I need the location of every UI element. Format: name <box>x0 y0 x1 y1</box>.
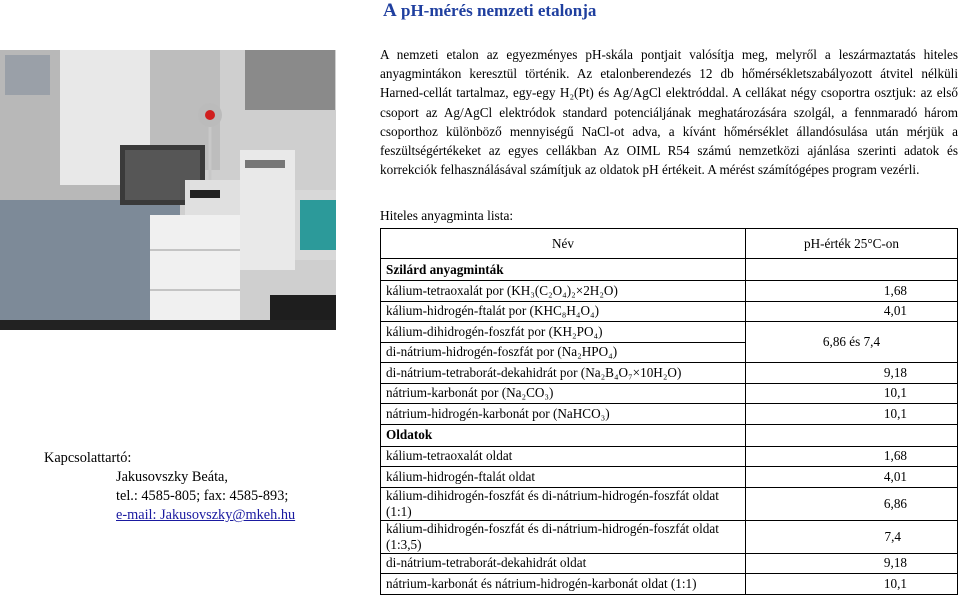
row-name: di-nátrium-hidrogén-foszfát por (Na₂HPO₄) <box>381 342 746 363</box>
title-first-letter: A <box>383 0 397 21</box>
row-value: 10,1 <box>746 404 958 425</box>
lab-photo-illustration <box>0 50 336 330</box>
row-name: di-nátrium-tetraborát-dekahidrát por (Na₂B₄O₇×10H₂O) <box>381 363 746 384</box>
title-text: pH-mérés nemzeti etalonja <box>396 1 597 20</box>
table-row <box>381 487 958 520</box>
row-value: 1,68 <box>746 446 958 467</box>
lab-photo <box>0 50 336 330</box>
table-row <box>381 404 958 425</box>
row-value-merged: 6,86 és 7,4 <box>746 322 958 363</box>
row-name: kálium-dihidrogén-foszfát és di-nátrium-hidrogén-foszfát oldat (1:1) <box>381 487 746 520</box>
reference-material-table <box>380 228 958 595</box>
table-row <box>381 281 958 302</box>
row-value: 4,01 <box>746 301 958 322</box>
table-row <box>381 301 958 322</box>
contact-email-link[interactable]: e-mail: Jakusovszky@mkeh.hu <box>116 507 296 523</box>
row-name: nátrium-karbonát és nátrium-hidrogén-karbonát oldat (1:1) <box>381 574 746 595</box>
table-row <box>381 383 958 404</box>
contact-block <box>44 449 295 525</box>
contact-name: Jakusovszky Beáta, <box>116 469 228 485</box>
section-label: Szilárd anyagminták <box>381 259 746 281</box>
row-value: 7,4 <box>746 520 958 553</box>
contact-label: Kapcsolattartó: <box>44 450 132 466</box>
row-name: nátrium-hidrogén-karbonát por (NaHCO₃) <box>381 404 746 425</box>
page-title <box>383 0 596 22</box>
row-value: 9,18 <box>746 363 958 384</box>
row-value: 10,1 <box>746 574 958 595</box>
row-name: kálium-hidrogén-ftalát por (KHC₈H₄O₄) <box>381 301 746 322</box>
section-row-solutions <box>381 424 958 446</box>
row-name: kálium-hidrogén-ftalát oldat <box>381 467 746 488</box>
row-name: kálium-dihidrogén-foszfát por (KH₂PO₄) <box>381 322 746 343</box>
header-value: pH-érték 25°C-on <box>746 229 958 259</box>
section-row-solids <box>381 259 958 281</box>
row-value: 6,86 <box>746 487 958 520</box>
table-row <box>381 520 958 553</box>
row-name: nátrium-karbonát por (Na₂CO₃) <box>381 383 746 404</box>
table-row <box>381 553 958 574</box>
row-name: di-nátrium-tetraborát-dekahidrát oldat <box>381 553 746 574</box>
row-name: kálium-dihidrogén-foszfát és di-nátrium-hidrogén-foszfát oldat (1:3,5) <box>381 520 746 553</box>
table-row <box>381 363 958 384</box>
section-value-empty <box>746 259 958 281</box>
table-row <box>381 322 958 343</box>
section-label: Oldatok <box>381 424 746 446</box>
row-name: kálium-tetraoxalát oldat <box>381 446 746 467</box>
table-header-row <box>381 229 958 259</box>
row-value: 1,68 <box>746 281 958 302</box>
intro-paragraph: A nemzeti etalon az egyezményes pH-skála pontjait valósítja meg, melyről a leszármaztatás hiteles anyagmintákon keresztül történik. Az etalonberendezés 12 db hőmérsékletszabályozott átvitel nélküli Harned-cellát tartalmaz, egy-egy H₂(Pt) és Ag/AgCl elektróddal. A cellákat négy csoportra osztjuk: az első csoport az Ag/AgCl elektródok standard potenciáljának meghatározására szolgál, a fennmaradó három csoporthoz különböző mennyiségű NaCl-ot adva, a kívánt hőmérséklet állandósulása után mérjük a feszültségértékeket az egyes cellákban Az OIML R54 számú nemzetközi ajánlása szerinti adatok és korrekciók felhasználásával számítjuk az oldatok pH értékeit. A mérést számítógépes program vezérli. <box>380 47 958 178</box>
section-value-empty <box>746 424 958 446</box>
table-row <box>381 467 958 488</box>
contact-phone: tel.: 4585-805; fax: 4585-893; <box>116 488 289 504</box>
row-name: kálium-tetraoxalát por (KH₃(C₂O₄)₂×2H₂O) <box>381 281 746 302</box>
row-value: 9,18 <box>746 553 958 574</box>
header-name: Név <box>381 229 746 259</box>
table-row <box>381 446 958 467</box>
list-title: Hiteles anyagminta lista: <box>380 208 514 223</box>
row-value: 10,1 <box>746 383 958 404</box>
table-row <box>381 574 958 595</box>
row-value: 4,01 <box>746 467 958 488</box>
